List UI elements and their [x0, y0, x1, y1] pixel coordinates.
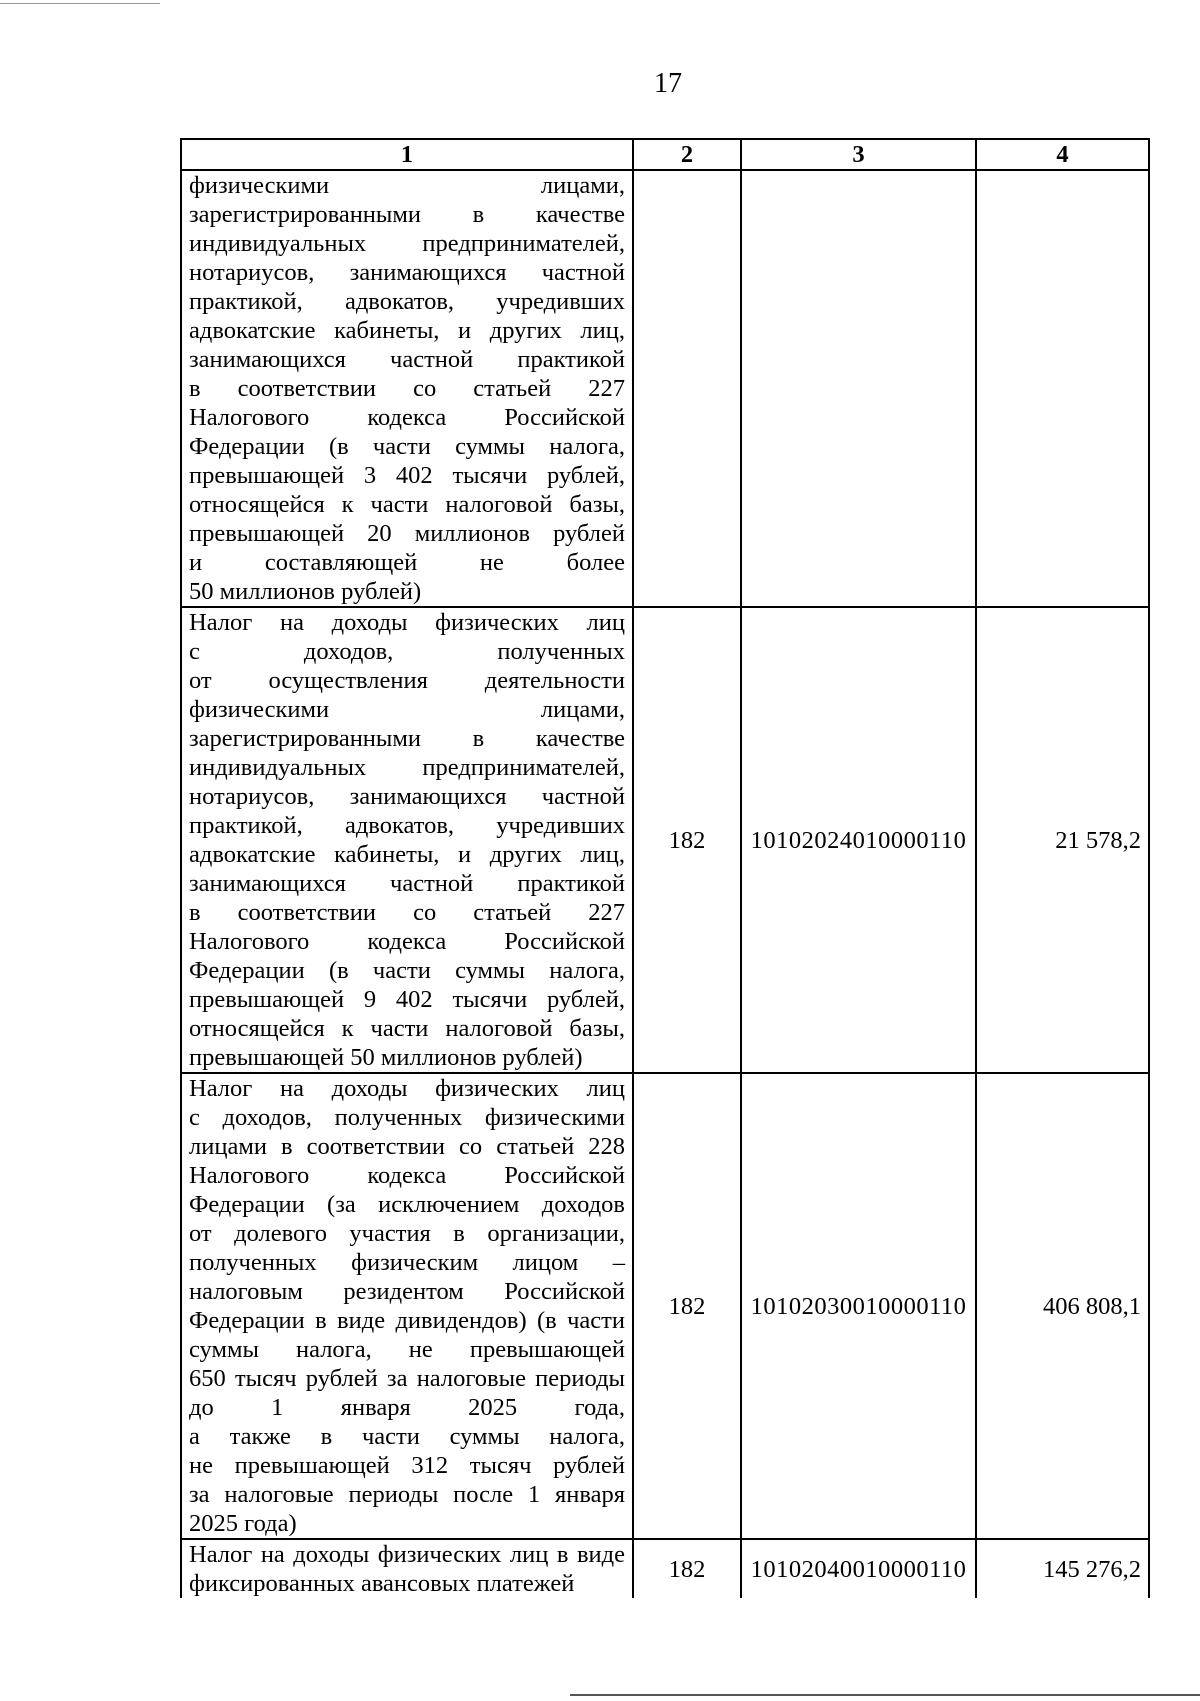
revenue-name-line: адвокатские кабинеты, и других лиц,	[189, 317, 625, 344]
header-col-4: 4	[976, 139, 1149, 170]
revenue-name-line: нотариусов, занимающихся частной	[189, 783, 625, 810]
revenue-name-line: фиксированных авансовых платежей	[189, 1570, 575, 1597]
revenue-name-line: занимающихся частной практикой	[189, 870, 625, 897]
amount-cell: 145 276,2	[976, 1539, 1149, 1598]
revenue-name-line: 2025 года)	[189, 1510, 297, 1537]
revenue-name-line: лицами в соответствии со статьей 228	[189, 1133, 625, 1160]
revenue-name-cell	[181, 1073, 633, 1539]
revenue-name-line: за налоговые периоды после 1 января	[189, 1481, 625, 1508]
revenue-name-line: физическими лицами,	[189, 696, 625, 723]
revenue-name-line: зарегистрированными в качестве	[189, 201, 625, 228]
revenue-name-line: физическими лицами,	[189, 172, 625, 199]
admin-code-cell: 182	[633, 1539, 741, 1598]
revenue-name-line: суммы налога, не превышающей	[189, 1336, 625, 1363]
revenue-name-line: Налог на доходы физических лиц	[189, 1075, 625, 1102]
scan-edge-line	[0, 3, 160, 4]
budget-class-code-cell: 10102030010000110	[741, 1073, 976, 1539]
revenue-name-line: с доходов, полученных	[189, 638, 625, 665]
revenue-name-line: и составляющей не более	[189, 549, 625, 576]
revenue-name-line: практикой, адвокатов, учредивших	[189, 288, 625, 315]
revenue-name-cell	[181, 607, 633, 1073]
table-body	[181, 170, 1149, 1598]
revenue-name-line: полученных физическим лицом –	[189, 1249, 625, 1276]
page-number: 17	[654, 68, 682, 99]
budget-class-code-cell: 10102024010000110	[741, 607, 976, 1073]
revenue-name-line: с доходов, полученных физическими	[189, 1104, 625, 1131]
revenue-name-line: до 1 января 2025 года,	[189, 1394, 625, 1421]
revenue-name-line: превышающей 3 402 тысячи рублей,	[189, 462, 625, 489]
revenue-name-line: в соответствии со статьей 227	[189, 375, 625, 402]
revenue-name-line: превышающей 20 миллионов рублей	[189, 520, 625, 547]
revenue-name-line: превышающей 9 402 тысячи рублей,	[189, 986, 625, 1013]
revenue-name-line: Федерации (в части суммы налога,	[189, 433, 625, 460]
revenue-name-line: Налогового кодекса Российской	[189, 1162, 625, 1189]
revenue-name-line: превышающей 50 миллионов рублей)	[189, 1044, 583, 1071]
admin-code-cell: 182	[633, 607, 741, 1073]
revenue-name-line: практикой, адвокатов, учредивших	[189, 812, 625, 839]
header-col-1: 1	[181, 139, 633, 170]
revenue-name-line: нотариусов, занимающихся частной	[189, 259, 625, 286]
amount-cell	[976, 170, 1149, 607]
revenue-name-line: Федерации (за исключением доходов	[189, 1191, 625, 1218]
header-col-2: 2	[633, 139, 741, 170]
revenue-name-line: 50 миллионов рублей)	[189, 578, 422, 605]
revenue-name-line: Налог на доходы физических лиц	[189, 609, 625, 636]
revenue-name-line: занимающихся частной практикой	[189, 346, 625, 373]
revenue-name-line: Налог на доходы физических лиц в виде	[189, 1541, 625, 1568]
revenue-name-line: 650 тысяч рублей за налоговые периоды	[189, 1365, 625, 1392]
revenue-name-line: не превышающей 312 тысяч рублей	[189, 1452, 625, 1479]
scan-edge-line-bottom	[570, 1694, 1200, 1696]
table-row	[181, 607, 1149, 1073]
table-header-row	[181, 139, 1149, 170]
revenue-name-line: Налогового кодекса Российской	[189, 928, 625, 955]
admin-code-cell	[633, 170, 741, 607]
revenue-table	[180, 138, 1150, 1598]
revenue-name-line: индивидуальных предпринимателей,	[189, 230, 625, 257]
revenue-name-line: адвокатские кабинеты, и других лиц,	[189, 841, 625, 868]
budget-class-code-cell: 10102040010000110	[741, 1539, 976, 1598]
table-row	[181, 1539, 1149, 1598]
revenue-name-line: зарегистрированными в качестве	[189, 725, 625, 752]
amount-cell: 406 808,1	[976, 1073, 1149, 1539]
revenue-name-line: а также в части суммы налога,	[189, 1423, 625, 1450]
revenue-name-cell	[181, 1539, 633, 1598]
table-row	[181, 170, 1149, 607]
revenue-name-line: относящейся к части налоговой базы,	[189, 1015, 625, 1042]
revenue-name-line: индивидуальных предпринимателей,	[189, 754, 625, 781]
admin-code-cell: 182	[633, 1073, 741, 1539]
revenue-name-line: от осуществления деятельности	[189, 667, 625, 694]
header-col-3: 3	[741, 139, 976, 170]
revenue-name-cell	[181, 170, 633, 607]
revenue-name-line: Федерации в виде дивидендов) (в части	[189, 1307, 625, 1334]
table-row	[181, 1073, 1149, 1539]
budget-class-code-cell	[741, 170, 976, 607]
revenue-name-line: от долевого участия в организации,	[189, 1220, 625, 1247]
revenue-name-line: Налогового кодекса Российской	[189, 404, 625, 431]
revenue-name-line: относящейся к части налоговой базы,	[189, 491, 625, 518]
revenue-name-line: Федерации (в части суммы налога,	[189, 957, 625, 984]
revenue-name-line: налоговым резидентом Российской	[189, 1278, 625, 1305]
revenue-name-line: в соответствии со статьей 227	[189, 899, 625, 926]
amount-cell: 21 578,2	[976, 607, 1149, 1073]
